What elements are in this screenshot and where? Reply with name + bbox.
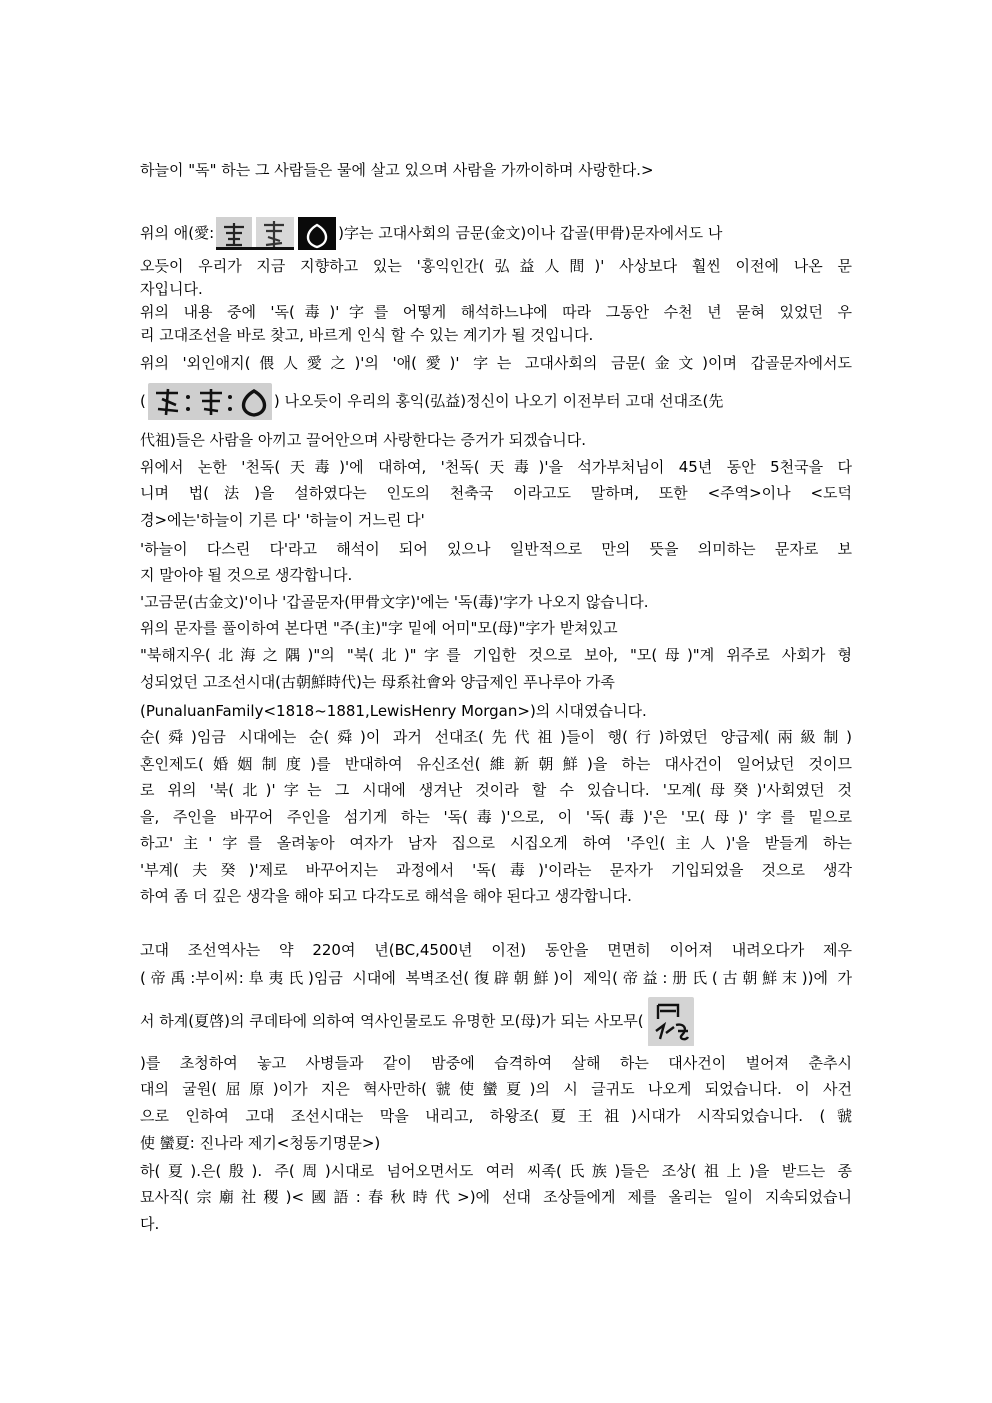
text-line-with-glyphs (140, 996, 852, 1046)
text-line: 하고'主'字를 올려놓아 여자가 남자 집으로 시집오게 하여 '주인(主人)'을 받들게 하는 (140, 834, 852, 852)
text-line: 으로 인하여 고대 조선시대는 막을 내리고, 하왕조(夏王祖)시대가 시작되었습니다. (虢 (140, 1107, 852, 1125)
text-line: 순(舜)임금 시대에는 순(舜)이 과거 선대조(先代祖)들이 행(行)하였던 양급제(兩級制) (140, 728, 852, 746)
text-line: 지 말아야 될 것으로 생각합니다. (140, 566, 353, 584)
text-line-with-glyphs (140, 382, 852, 420)
text-line: '부계(夫癸)'제로 바꾸어지는 과정에서 '독(毒)'이라는 문자가 기입되었을 것으로 생각 (140, 861, 852, 879)
text-line: 로 위의 '북(北)'字는 그 시대에 생겨난 것이라 할 수 있습니다. '모계(母癸)'사회였던 것 (140, 781, 852, 799)
text-segment: 서 하계(夏啓)의 쿠데타에 의하여 역사인물로도 유명한 모(母)가 되는 사모무( (140, 1012, 644, 1030)
text-line: )를 초청하여 놓고 사병들과 같이 밤중에 습격하여 살해 하는 대사건이 벌어져 춘추시 (140, 1054, 852, 1072)
text-line: 성되었던 고조선시대(古朝鮮時代)는 母系社會와 양급제인 푸나루아 가족 (140, 673, 615, 691)
text-line: "북해지우(北海之隅)"의 "북(北)"字를 기입한 것으로 보아, "모(母)"계 위주로 사회가 형 (140, 646, 852, 664)
text-line: 위의 문자를 풀이하여 본다면 "주(主)"字 밑에 어미"모(母)"字가 받쳐있고 (140, 619, 618, 637)
text-line: 고대 조선역사는 약 220여 년(BC,4500년 이전) 동안을 면면히 이어져 내려오다가 제우 (140, 941, 852, 959)
text-line: (PunaluanFamily<1818~1881,LewisHenry Morgan>)의 시대였습니다. (140, 702, 647, 720)
text-line: 위의 내용 중에 '독(毒)'字를 어떻게 해석하느냐에 따라 그동안 수천 년 묻혀 있었던 우 (140, 303, 852, 321)
text-line: 代祖)들은 사람을 아끼고 끌어안으며 사랑한다는 증거가 되겠습니다. (140, 431, 586, 449)
text-line: 하여 좀 더 깊은 생각을 해야 되고 다각도로 해석을 해야 된다고 생각합니다. (140, 887, 632, 905)
text-line: 자입니다. (140, 280, 203, 298)
text-segment: )字는 고대사회의 금문(金文)이나 갑골(甲骨)문자에서도 나 (338, 224, 723, 242)
text-line: (帝禹:부이씨:阜夷氏)임금 시대에 복벽조선(復辟朝鮮)이 제익(帝益:册氏(古朝鮮末))에 가 (140, 969, 852, 987)
ai-character-glyphs-image-2 (148, 383, 272, 421)
text-line: 니며 법(法)을 설하였다는 인도의 천축국 이라고도 말하며, 또한 <주역>이나 <도덕 (140, 484, 852, 502)
samomu-name-glyph-image (648, 997, 694, 1047)
text-line: 위에서 논한 '천독(天毒)'에 대하여, '천독(天毒)'을 석가부처님이 45년 동안 5천국을 다 (140, 458, 852, 476)
text-line: 다. (140, 1215, 160, 1233)
text-line-with-glyphs (140, 216, 852, 250)
text-line: 경>에는'하늘이 기른 다' '하늘이 거느린 다' (140, 511, 425, 529)
text-line: 오듯이 우리가 지금 지향하고 있는 '홍익인간(弘益人間)' 사상보다 훨씬 이전에 나온 문 (140, 257, 852, 275)
text-segment: ) 나오듯이 우리의 홍익(弘益)정신이 나오기 이전부터 고대 선대조(先 (273, 392, 724, 410)
text-line: '하늘이 다스린 다'라고 해석이 되어 있으나 일반적으로 만의 뜻을 의미하는 문자로 보 (140, 540, 852, 558)
text-line: 을, 주인을 바꾸어 주인을 섬기게 하는 '독(毒)'으로, 이 '독(毒)'은 '모(母)'字를 밑으로 (140, 808, 852, 826)
text-line: 리 고대조선을 바로 찾고, 바르게 인식 할 수 있는 계기가 될 것입니다. (140, 326, 594, 344)
text-line: 使 蠻夏: 진나라 제기<청동기명문>) (140, 1134, 381, 1152)
ai-character-glyphs-image (216, 217, 336, 251)
text-segment: 위의 애(愛: (140, 224, 215, 242)
text-line: 혼인제도(婚姻制度)를 반대하여 유신조선(維新朝鮮)을 하는 대사건이 일어났던 것이므 (140, 755, 852, 773)
text-line: 대의 굴원(屈原)이가 지은 혁사만하(虢使蠻夏)의 시 글귀도 나오게 되었습니다. 이 사건 (140, 1080, 852, 1098)
text-line: 위의 '외인애지(偎人愛之)'의 '애(愛)' 字는 고대사회의 금문(金文)이며 갑골문자에서도 (140, 354, 852, 372)
text-line: 하늘이 "독" 하는 그 사람들은 물에 살고 있으며 사람을 가까이하며 사랑한다.> (140, 161, 654, 179)
text-line: '고금문(古金文)'이나 '갑골문자(甲骨文字)'에는 '독(毒)'字가 나오지 않습니다. (140, 593, 649, 611)
text-line: 묘사직(宗廟社稷)<國語:春秋時代>)에 선대 조상들에게 제를 올리는 일이 지속되었습니 (140, 1188, 852, 1206)
text-line: 하(夏).은(殷). 주(周)시대로 넘어오면서도 여러 씨족(氏族)들은 조상(祖上)을 받드는 종 (140, 1162, 852, 1180)
text-segment: ( (140, 392, 146, 410)
